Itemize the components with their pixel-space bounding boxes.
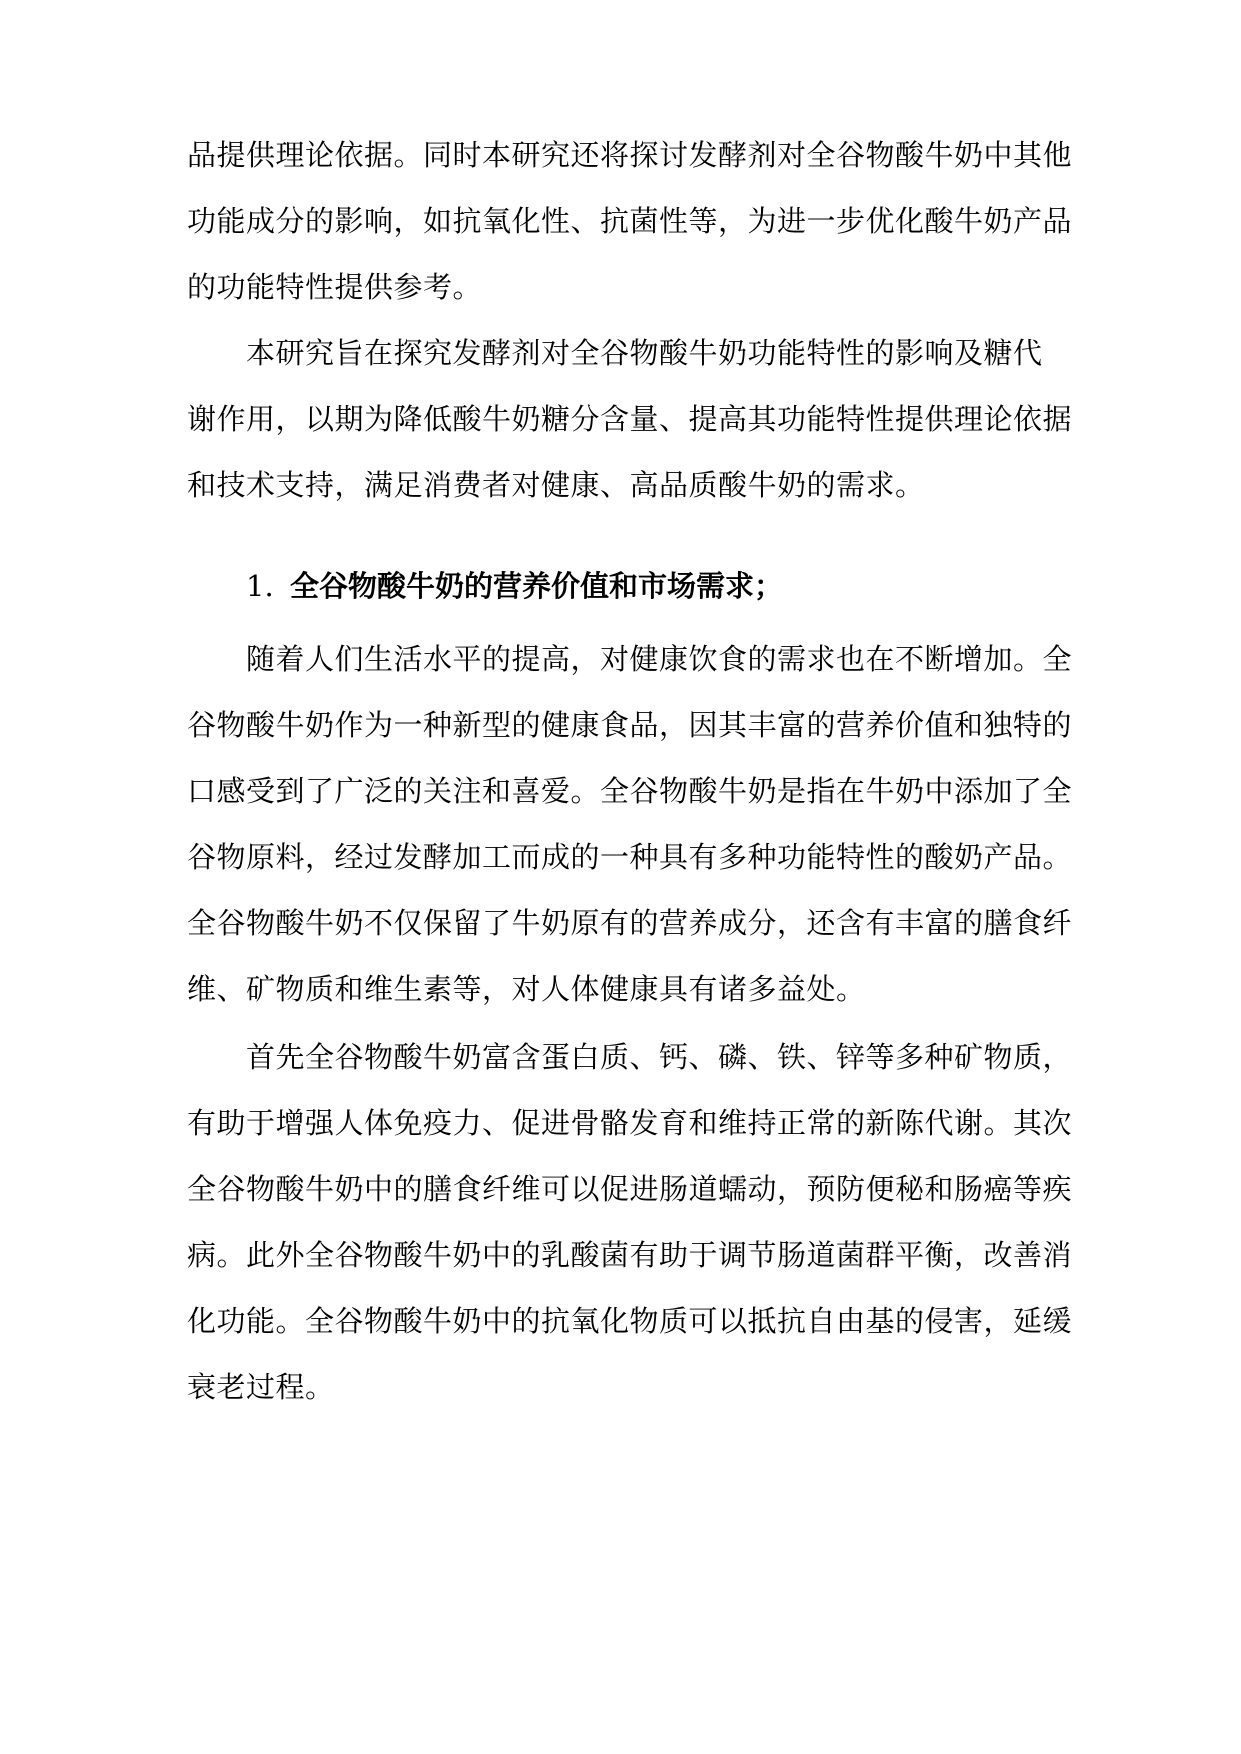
paragraph-line: 谷物原料，经过发酵加工而成的一种具有多种功能特性的酸奶产品。 bbox=[187, 840, 1073, 874]
paragraph-line: 化功能。全谷物酸牛奶中的抗氧化物质可以抵抗自由基的侵害，延缓 bbox=[187, 1304, 1073, 1338]
section-heading bbox=[246, 566, 783, 606]
paragraph-line: 口感受到了广泛的关注和喜爱。全谷物酸牛奶是指在牛奶中添加了全 bbox=[187, 774, 1073, 808]
paragraph-line: 衰老过程。 bbox=[187, 1370, 335, 1404]
paragraph-line: 和技术支持，满足消费者对健康、高品质酸牛奶的需求。 bbox=[187, 468, 925, 502]
paragraph-line: 的功能特性提供参考。 bbox=[187, 270, 483, 304]
paragraph-line: 功能成分的影响，如抗氧化性、抗菌性等，为进一步优化酸牛奶产品 bbox=[187, 204, 1073, 238]
section-title: 全谷物酸牛奶的营养价值和市场需求； bbox=[290, 569, 784, 603]
paragraph-line: 谷物酸牛奶作为一种新型的健康食品，因其丰富的营养价值和独特的 bbox=[187, 708, 1073, 742]
section-number: 1. bbox=[246, 569, 274, 603]
paragraph-line: 病。此外全谷物酸牛奶中的乳酸菌有助于调节肠道菌群平衡，改善消 bbox=[187, 1238, 1073, 1272]
paragraph-line: 谢作用，以期为降低酸牛奶糖分含量、提高其功能特性提供理论依据 bbox=[187, 402, 1073, 436]
paragraph-line: 全谷物酸牛奶不仅保留了牛奶原有的营养成分，还含有丰富的膳食纤 bbox=[187, 906, 1073, 940]
paragraph-line: 维、矿物质和维生素等，对人体健康具有诸多益处。 bbox=[187, 972, 866, 1006]
paragraph-line: 随着人们生活水平的提高，对健康饮食的需求也在不断增加。全 bbox=[246, 642, 1073, 676]
paragraph-line: 全谷物酸牛奶中的膳食纤维可以促进肠道蠕动，预防便秘和肠癌等疾 bbox=[187, 1172, 1073, 1206]
paragraph-line: 有助于增强人体免疫力、促进骨骼发育和维持正常的新陈代谢。其次 bbox=[187, 1106, 1073, 1140]
paragraph-line: 品提供理论依据。同时本研究还将探讨发酵剂对全谷物酸牛奶中其他 bbox=[187, 138, 1073, 172]
paragraph-line: 本研究旨在探究发酵剂对全谷物酸牛奶功能特性的影响及糖代 bbox=[246, 336, 1043, 370]
paragraph-line: 首先全谷物酸牛奶富含蛋白质、钙、磷、铁、锌等多种矿物质， bbox=[246, 1040, 1073, 1074]
